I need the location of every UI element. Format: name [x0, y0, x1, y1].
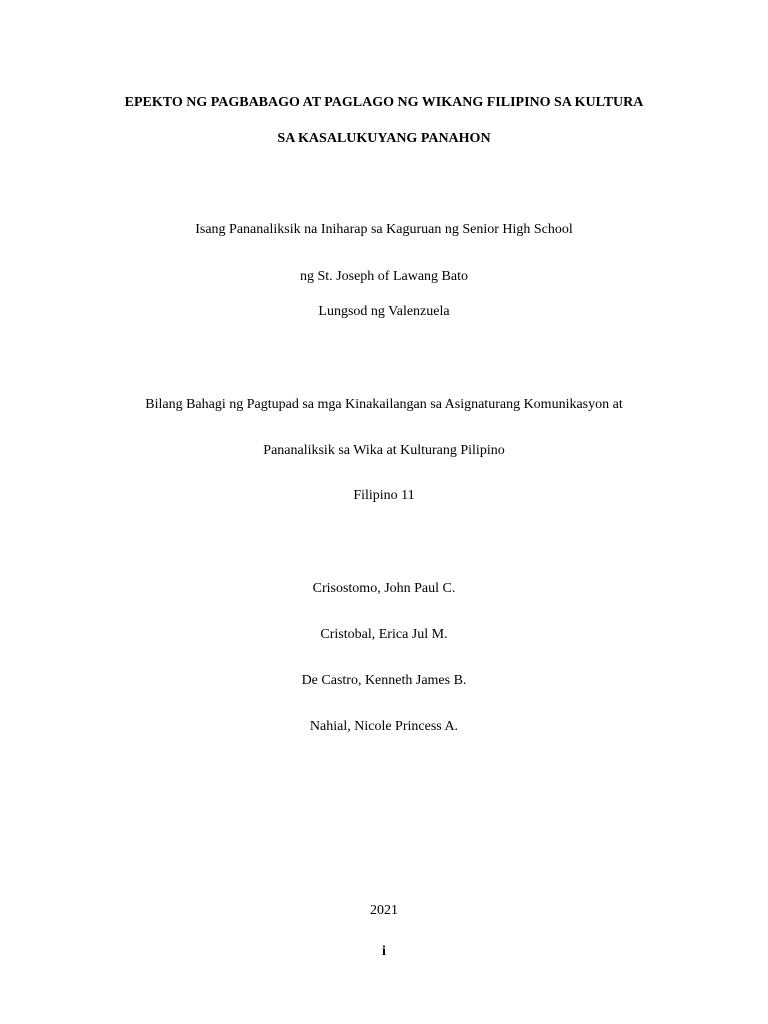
presentation-line-1: Isang Pananaliksik na Iniharap sa Kaguruan ng Senior High School [195, 222, 573, 237]
year: 2021 [370, 903, 398, 918]
purpose-line-2: Pananaliksik sa Wika at Kulturang Pilipino [263, 443, 505, 458]
author-name: Crisostomo, John Paul C. [312, 581, 456, 596]
presentation-line-2: ng St. Joseph of Lawang Bato [300, 269, 468, 284]
author-name: De Castro, Kenneth James B. [301, 673, 467, 688]
title-line-2: SA KASALUKUYANG PANAHON [277, 131, 491, 146]
page-number: i [382, 944, 386, 959]
purpose-line-3: Filipino 11 [353, 488, 415, 503]
author-name: Cristobal, Erica Jul M. [320, 627, 448, 642]
purpose-line-1: Bilang Bahagi ng Pagtupad sa mga Kinakailangan sa Asignaturang Komunikasyon at [145, 397, 623, 412]
author-name: Nahial, Nicole Princess A. [309, 719, 459, 734]
title-line-1: EPEKTO NG PAGBABAGO AT PAGLAGO NG WIKANG FILIPINO SA KULTURA [124, 95, 644, 110]
presentation-line-3: Lungsod ng Valenzuela [318, 304, 450, 319]
